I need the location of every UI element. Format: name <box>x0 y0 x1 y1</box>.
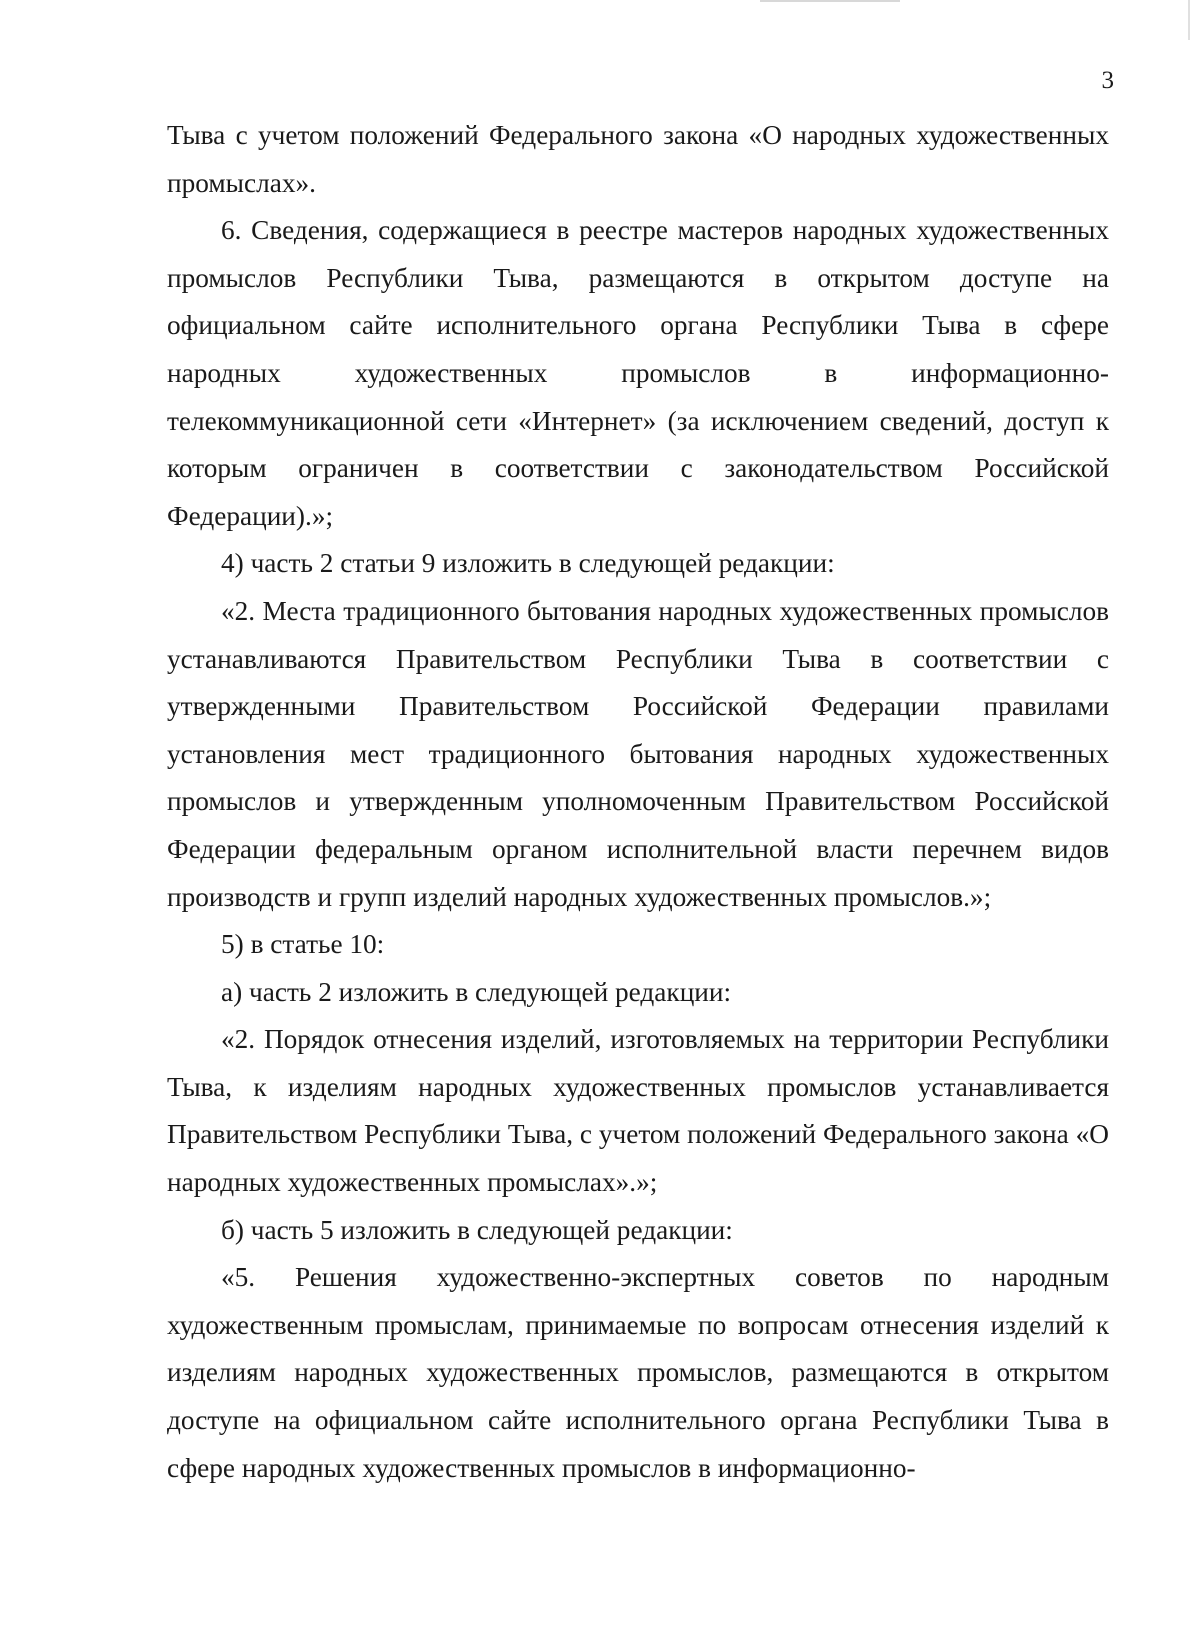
paragraph: «5. Решения художественно-экспертных советов по народным художественным промыслам, принимаемые по вопросам отнесения изделий к изделиям народных художественных промыслов, размещаются в открытом доступе на официальном сайте исполнительного органа Республики Тыва в сфере народных художественных промыслов в информационно- <box>167 1262 1109 1483</box>
paragraph: 6. Сведения, содержащиеся в реестре мастеров народных художественных промыслов Республики Тыва, размещаются в открытом доступе на официальном сайте исполнительного органа Республики Тыва в сфере народных художественных промыслов в информационно-телекоммуникационной сети «Интернет» (за исключением сведений, доступ к которым ограничен в соответствии с законодательством Российской Федерации).»; <box>167 215 1109 531</box>
paragraph: 5) в статье 10: <box>221 929 385 960</box>
page-number: 3 <box>1101 67 1114 94</box>
paragraph: б) часть 5 изложить в следующей редакции: <box>221 1214 733 1245</box>
paragraph: 4) часть 2 статьи 9 изложить в следующей редакции: <box>221 548 835 579</box>
paragraph: «2. Места традиционного бытования народных художественных промыслов устанавливаются Правительством Республики Тыва в соответствии с утвержденными Правительством Российской Федерации правилами установления мест традиционного бытования народных художественных промыслов и утвержденным уполномоченным Правительством Российской Федерации федеральным органом исполнительной власти перечнем видов производств и групп изделий народных художественных промыслов.»; <box>167 595 1109 912</box>
paragraph: Тыва с учетом положений Федерального закона «О народных художественных промыслах». <box>167 120 1109 198</box>
document-body <box>167 112 1109 1492</box>
paragraph: «2. Порядок отнесения изделий, изготовляемых на территории Республики Тыва, к изделиям народных художественных промыслов устанавливается Правительством Республики Тыва, с учетом положений Федерального закона «О народных художественных промыслах».»; <box>167 1024 1109 1198</box>
scan-edge-mark <box>1188 0 1190 40</box>
paragraph: а) часть 2 изложить в следующей редакции: <box>221 976 732 1007</box>
scan-edge-mark <box>760 0 900 2</box>
